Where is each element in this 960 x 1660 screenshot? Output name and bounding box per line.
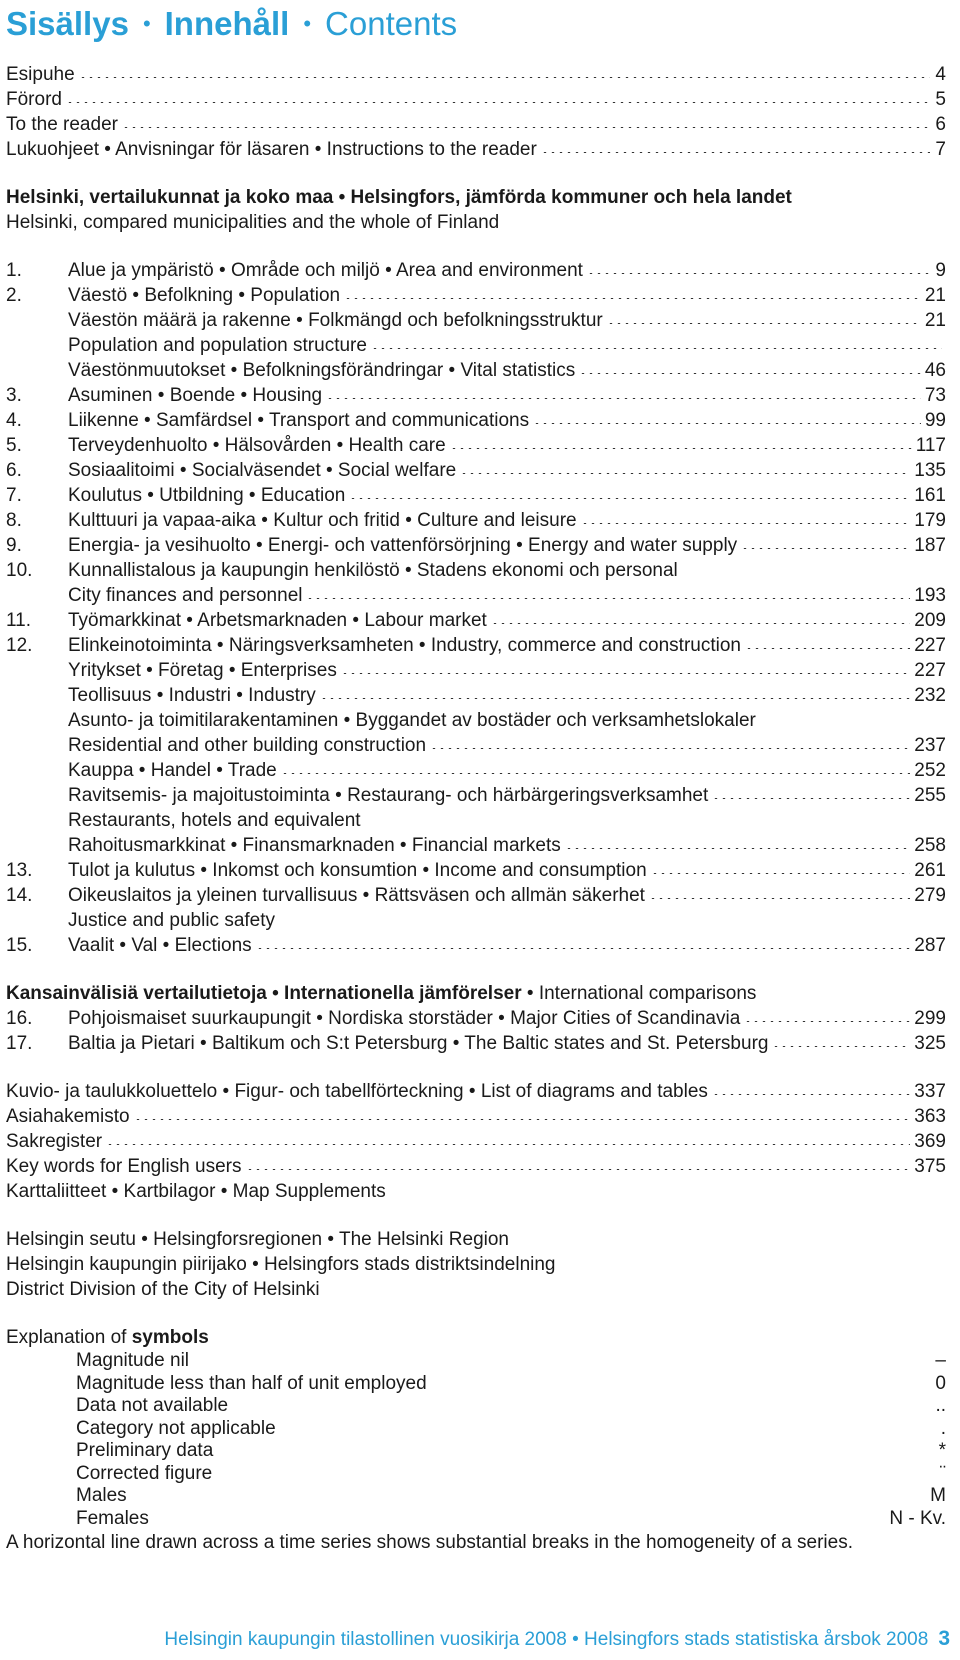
entry-title: Liikenne • Samfärdsel • Transport and communications: [68, 410, 530, 431]
entry-title: Residential and other building construction: [68, 735, 427, 756]
page-number: 5: [935, 89, 946, 110]
chapter-entry: [6, 633, 946, 658]
symbol-row: [6, 1485, 946, 1508]
symbol-value: N - Kv.: [889, 1507, 946, 1529]
symbol-row: [6, 1440, 946, 1463]
symbol-value: M: [930, 1485, 946, 1506]
appendix-entry: [6, 1104, 946, 1129]
title-english: Contents: [325, 5, 458, 42]
chapter-entry: [6, 533, 946, 558]
chapter-number: 11.: [6, 610, 32, 631]
dot-leader: [430, 748, 910, 749]
page-number: 363: [914, 1106, 946, 1127]
appendix-entry: [6, 1154, 946, 1179]
entry-title: Asunto- ja toimitilarakentaminen • Byggandet av bostäder och verksamhetslokaler: [68, 710, 756, 731]
entry-title: Asiahakemisto: [6, 1106, 130, 1127]
page-number: 6: [935, 114, 946, 135]
symbol-row: [6, 1395, 946, 1418]
chapter-number: 9.: [6, 535, 22, 556]
symbol-label: Females: [76, 1507, 149, 1529]
entry-title: Kulttuuri ja vapaa-aika • Kultur och fritid • Culture and leisure: [68, 510, 577, 531]
intl-entry: [6, 1006, 946, 1031]
chapter-entry: [6, 583, 946, 608]
page-footer: [164, 1624, 950, 1654]
chapter-number: 16.: [6, 1008, 33, 1029]
symbol-value: *: [938, 1440, 946, 1461]
page-number: 287: [914, 935, 946, 956]
map-entry: [6, 1227, 946, 1252]
chapter-number: 10.: [6, 560, 33, 581]
entry-title: Kauppa • Handel • Trade: [68, 760, 277, 781]
dot-leader: [326, 398, 921, 399]
chapter-number: 2.: [6, 285, 22, 306]
toc-entry: [6, 62, 946, 87]
symbol-value: ¨: [939, 1462, 946, 1484]
page-number: 209: [914, 610, 946, 631]
page-number: 99: [924, 410, 946, 431]
entry-title: Baltia ja Pietari • Baltikum och S:t Petersburg • The Baltic states and St. Petersburg: [68, 1033, 769, 1054]
appendix-entry: [6, 1079, 946, 1104]
chapter-entry: [6, 258, 946, 283]
dot-leader: [587, 273, 930, 274]
toc-appendix-list: [6, 1079, 946, 1204]
symbol-value: ..: [935, 1395, 946, 1416]
map-title: District Division of the City of Helsinki: [6, 1279, 320, 1300]
chapter-entry: [6, 758, 946, 783]
intl-entry: [6, 1031, 946, 1056]
page-number: 135: [914, 460, 946, 481]
entry-title: Restaurants, hotels and equivalent: [68, 810, 361, 831]
page-number: 46: [924, 360, 946, 381]
dot-leader: [106, 1144, 910, 1145]
chapter-number: 14.: [6, 885, 33, 906]
chapter-entry: [6, 508, 946, 533]
chapter-number: 12.: [6, 635, 33, 656]
dot-leader: [581, 523, 911, 524]
toc-entry: [6, 112, 946, 137]
entry-title: Tulot ja kulutus • Inkomst och konsumtion • Income and consumption: [68, 860, 647, 881]
entry-title: Förord: [6, 89, 62, 110]
chapter-entry: [6, 783, 946, 808]
dot-leader: [371, 348, 942, 349]
chapter-number: 7.: [6, 485, 22, 506]
dot-leader: [649, 898, 910, 899]
entry-title: Yritykset • Företag • Enterprises: [68, 660, 337, 681]
map-title: Helsingin kaupungin piirijako • Helsingfors stads distriktsindelning: [6, 1254, 556, 1275]
entry-title: Energia- ja vesihuolto • Energi- och vattenförsörjning • Energy and water supply: [68, 535, 738, 556]
appendix-entry: [6, 1129, 946, 1154]
dot-leader: [344, 298, 921, 299]
page-number: 21: [924, 285, 946, 306]
entry-title: Justice and public safety: [68, 910, 276, 931]
symbol-row: [6, 1350, 946, 1373]
map-title: Helsingin seutu • Helsingforsregionen • The Helsinki Region: [6, 1229, 509, 1250]
page-number: 258: [914, 835, 946, 856]
dot-leader: [450, 448, 912, 449]
symbol-row: [6, 1508, 946, 1531]
chapter-entry: [6, 383, 946, 408]
title-finnish: Sisällys: [6, 5, 129, 42]
page-number: 193: [914, 585, 946, 606]
dot-leader: [772, 1046, 910, 1047]
symbol-label: Corrected figure: [76, 1462, 213, 1484]
page-number: 255: [914, 785, 946, 806]
page-number: 227: [914, 635, 946, 656]
chapter-entry: [6, 358, 946, 383]
chapter-entry: [6, 683, 946, 708]
chapter-entry: [6, 333, 946, 358]
chapter-entry: [6, 308, 946, 333]
dot-leader: [246, 1169, 911, 1170]
chapter-number: 13.: [6, 860, 33, 881]
symbol-row: [6, 1373, 946, 1396]
dot-leader: [541, 152, 930, 153]
section-heading-line2: Helsinki, compared municipalities and the whole of Finland: [6, 212, 500, 233]
symbol-value: 0: [935, 1372, 946, 1394]
chapter-entry: [6, 883, 946, 908]
dot-leader: [579, 373, 921, 374]
page-number: 227: [914, 660, 946, 681]
page-number: 261: [914, 860, 946, 881]
entry-title: Teollisuus • Industri • Industry: [68, 685, 316, 706]
page-number: 325: [914, 1033, 946, 1054]
page-number: 337: [914, 1081, 946, 1102]
section-heading-line1: Helsinki, vertailukunnat ja koko maa • Helsingfors, jämförda kommuner och hela landet: [6, 187, 792, 208]
page-number: 299: [914, 1008, 946, 1029]
chapter-entry: [6, 908, 946, 933]
page-number: 21: [924, 310, 946, 331]
chapter-entry: [6, 558, 946, 583]
dot-leader: [565, 848, 911, 849]
title-bullet: •: [303, 11, 312, 36]
entry-title: Esipuhe: [6, 64, 75, 85]
dot-leader: [349, 498, 910, 499]
entry-title: Key words for English users: [6, 1156, 242, 1177]
chapter-number: 4.: [6, 410, 22, 431]
map-entry: [6, 1277, 946, 1302]
page-number: 237: [914, 735, 946, 756]
chapter-entry: [6, 283, 946, 308]
entry-title: Rahoitusmarkkinat • Finansmarknaden • Financial markets: [68, 835, 561, 856]
symbol-label: Magnitude less than half of unit employed: [76, 1372, 427, 1394]
chapter-entry: [6, 658, 946, 683]
footer-text: Helsingin kaupungin tilastollinen vuosikirja 2008 • Helsingfors stads statistiska årsbok 2008: [164, 1629, 929, 1650]
chapter-entry: [6, 833, 946, 858]
chapter-entry: [6, 608, 946, 633]
page-number: 187: [914, 535, 946, 556]
entry-title: Väestö • Befolkning • Population: [68, 285, 341, 306]
page-number: 369: [914, 1131, 946, 1152]
entry-title: Kunnallistalous ja kaupungin henkilöstö • Stadens ekonomi och personal: [68, 560, 678, 581]
chapter-number: 3.: [6, 385, 22, 406]
symbol-label: Data not available: [76, 1395, 229, 1416]
entry-title: Oikeuslaitos ja yleinen turvallisuus • Rättsväsen och allmän säkerhet: [68, 885, 645, 906]
symbol-label: Category not applicable: [76, 1417, 276, 1439]
symbol-label: Preliminary data: [76, 1440, 214, 1461]
chapter-entry: [6, 483, 946, 508]
toc-chapters-list: [6, 258, 946, 958]
chapter-entry: [6, 858, 946, 883]
entry-title: Vaalit • Val • Elections: [68, 935, 252, 956]
chapter-number: 1.: [6, 260, 22, 281]
symbols-list: [6, 1350, 946, 1530]
page-number: 73: [924, 385, 946, 406]
dot-leader: [712, 1094, 910, 1095]
map-supplements-list: [6, 1227, 946, 1302]
dot-leader: [66, 102, 930, 103]
map-entry: [6, 1252, 946, 1277]
dot-leader: [460, 473, 910, 474]
dot-leader: [256, 948, 911, 949]
dot-leader: [122, 127, 930, 128]
toc-entry: [6, 137, 946, 162]
entry-title: Ravitsemis- ja majoitustoiminta • Restaurang- och härbärgeringsverksamhet: [68, 785, 709, 806]
chapter-entry: [6, 708, 946, 733]
symbols-heading: Explanation of symbols: [6, 1327, 209, 1348]
chapter-entry: [6, 433, 946, 458]
entry-title: Lukuohjeet • Anvisningar för läsaren • Instructions to the reader: [6, 139, 537, 160]
symbol-label: Magnitude nil: [76, 1350, 190, 1371]
entry-title: Väestönmuutokset • Befolkningsförändringar • Vital statistics: [68, 360, 576, 381]
entry-title: Koulutus • Utbildning • Education: [68, 485, 346, 506]
appendix-entry: [6, 1179, 946, 1204]
entry-title: Terveydenhuolto • Hälsovården • Health care: [68, 435, 446, 456]
chapter-entry: [6, 408, 946, 433]
dot-leader: [320, 698, 911, 699]
title-swedish: Innehåll: [164, 5, 290, 42]
dot-leader: [651, 873, 911, 874]
symbol-row: [6, 1418, 946, 1441]
page-number: 375: [914, 1156, 946, 1177]
page-number: 232: [914, 685, 946, 706]
chapter-entry: [6, 808, 946, 833]
dot-leader: [741, 548, 910, 549]
symbol-value: .: [940, 1417, 946, 1439]
footer-page-number: 3: [938, 1627, 950, 1650]
chapter-number: 8.: [6, 510, 22, 531]
entry-title: Asuminen • Boende • Housing: [68, 385, 323, 406]
dot-leader: [281, 773, 911, 774]
entry-title: Väestön määrä ja rakenne • Folkmängd och befolkningsstruktur: [68, 310, 603, 331]
chapter-number: 5.: [6, 435, 22, 456]
page-number: 117: [915, 435, 946, 456]
symbol-label: Males: [76, 1485, 127, 1506]
dot-leader: [79, 77, 930, 78]
table-of-contents: [6, 62, 946, 1555]
page-title: [6, 2, 457, 46]
chapter-number: 15.: [6, 935, 33, 956]
dot-leader: [134, 1119, 911, 1120]
entry-title: Alue ja ympäristö • Område och miljö • Area and environment: [68, 260, 583, 281]
dot-leader: [744, 1021, 910, 1022]
page-number: 9: [935, 260, 946, 281]
entry-title: Karttaliitteet • Kartbilagor • Map Supplements: [6, 1181, 386, 1202]
dot-leader: [341, 673, 910, 674]
page-number: 279: [914, 885, 946, 906]
symbols-note: A horizontal line drawn across a time series shows substantial breaks in the homogeneity of a series.: [6, 1532, 853, 1553]
entry-title: Pohjoismaiset suurkaupungit • Nordiska storstäder • Major Cities of Scandinavia: [68, 1008, 741, 1029]
chapter-entry: [6, 933, 946, 958]
entry-title: Kuvio- ja taulukkoluettelo • Figur- och tabellförteckning • List of diagrams and tables: [6, 1081, 708, 1102]
symbol-value: –: [935, 1350, 946, 1371]
entry-title: Population and population structure: [68, 335, 367, 356]
entry-title: Sosiaalitoimi • Socialväsendet • Social welfare: [68, 460, 457, 481]
dot-leader: [745, 648, 910, 649]
title-bullet: •: [142, 11, 151, 36]
dot-leader: [306, 598, 910, 599]
toc-entry: [6, 87, 946, 112]
dot-leader: [533, 423, 921, 424]
entry-title: To the reader: [6, 114, 118, 135]
symbol-row: [6, 1463, 946, 1486]
page-number: 252: [914, 760, 946, 781]
page-number: 179: [914, 510, 946, 531]
chapter-entry: [6, 458, 946, 483]
entry-title: City finances and personnel: [68, 585, 303, 606]
toc-intl-list: [6, 1006, 946, 1056]
dot-leader: [712, 798, 910, 799]
page-number: 7: [935, 139, 946, 160]
entry-title: Elinkeinotoiminta • Näringsverksamheten • Industry, commerce and construction: [68, 635, 741, 656]
entry-title: Työmarkkinat • Arbetsmarknaden • Labour market: [68, 610, 487, 631]
page-number: 161: [914, 485, 946, 506]
chapter-number: 17.: [6, 1033, 33, 1054]
dot-leader: [491, 623, 910, 624]
dot-leader: [607, 323, 921, 324]
intl-heading: Kansainvälisiä vertailutietoja • Internationella jämförelser • International comparisons: [6, 983, 757, 1004]
chapter-entry: [6, 733, 946, 758]
chapter-number: 6.: [6, 460, 22, 481]
toc-intro-list: [6, 62, 946, 162]
entry-title: Sakregister: [6, 1131, 103, 1152]
page-number: 4: [935, 64, 946, 85]
